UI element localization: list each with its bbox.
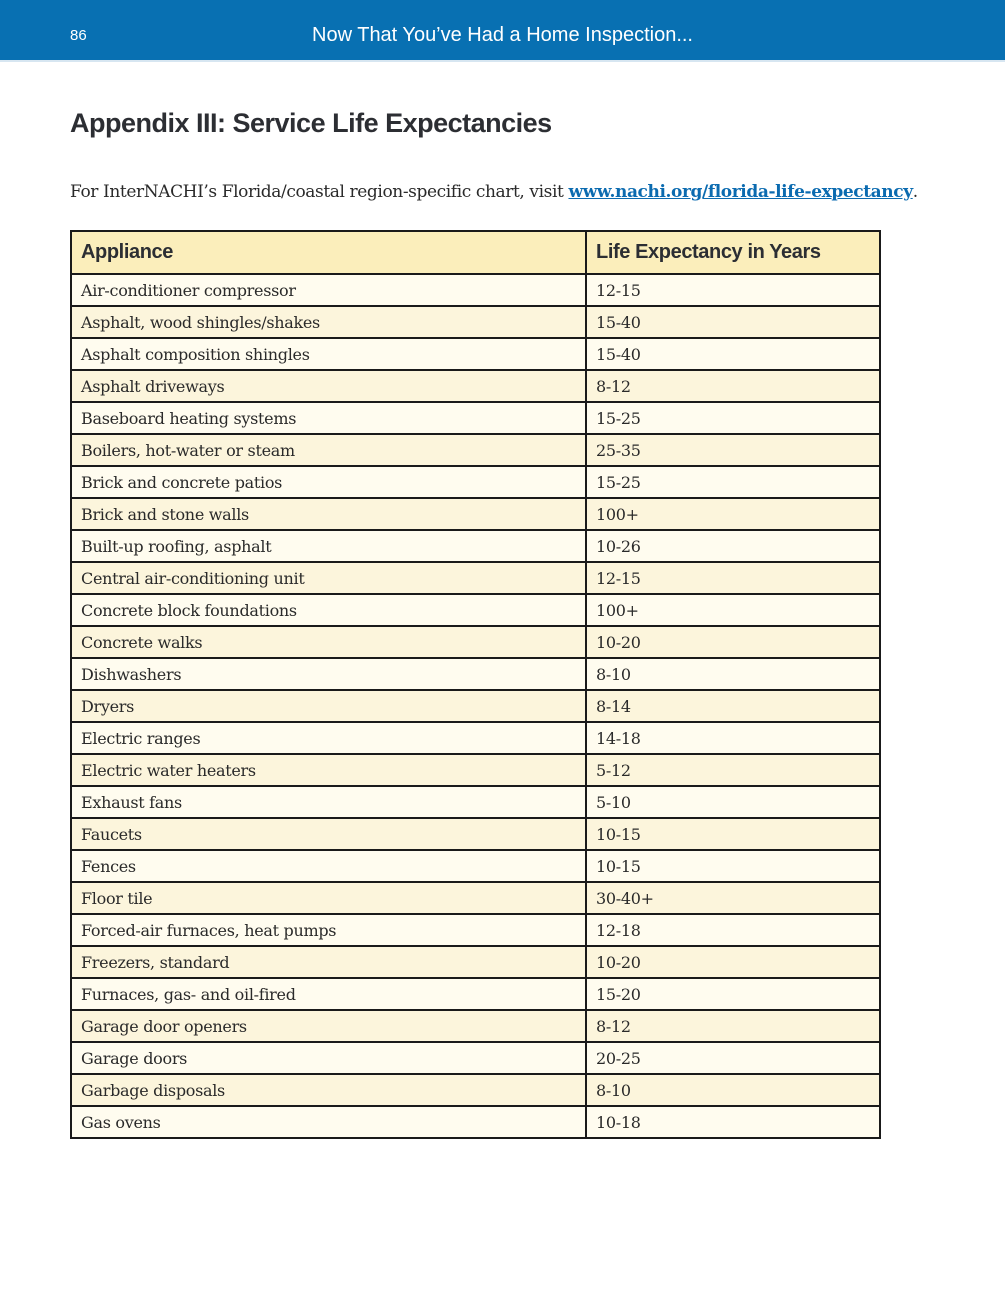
table-row bbox=[71, 274, 880, 306]
page-title: Appendix III: Service Life Expectancies bbox=[70, 108, 552, 138]
table-row bbox=[71, 786, 880, 818]
table-row bbox=[71, 658, 880, 690]
intro-suffix: . bbox=[912, 182, 918, 202]
appliance-cell: Freezers, standard bbox=[71, 946, 586, 978]
appliance-cell: Gas ovens bbox=[71, 1106, 586, 1138]
life-expectancy-cell: 10-20 bbox=[586, 626, 880, 658]
appliance-cell: Air-conditioner compressor bbox=[71, 274, 586, 306]
appliance-cell: Boilers, hot-water or steam bbox=[71, 434, 586, 466]
table-row bbox=[71, 626, 880, 658]
life-expectancy-cell: 10-15 bbox=[586, 850, 880, 882]
table-row bbox=[71, 1106, 880, 1138]
table-row bbox=[71, 498, 880, 530]
life-expectancy-cell: 15-25 bbox=[586, 402, 880, 434]
appliance-cell: Dishwashers bbox=[71, 658, 586, 690]
life-expectancy-cell: 15-20 bbox=[586, 978, 880, 1010]
table-row bbox=[71, 946, 880, 978]
life-expectancy-cell: 15-25 bbox=[586, 466, 880, 498]
life-expectancy-cell: 25-35 bbox=[586, 434, 880, 466]
life-expectancy-cell: 8-12 bbox=[586, 1010, 880, 1042]
appliance-cell: Built-up roofing, asphalt bbox=[71, 530, 586, 562]
life-expectancy-cell: 15-40 bbox=[586, 306, 880, 338]
table-row bbox=[71, 690, 880, 722]
appliance-cell: Asphalt driveways bbox=[71, 370, 586, 402]
appliance-cell: Forced-air furnaces, heat pumps bbox=[71, 914, 586, 946]
appliance-cell: Floor tile bbox=[71, 882, 586, 914]
table-row bbox=[71, 402, 880, 434]
life-expectancy-cell: 10-18 bbox=[586, 1106, 880, 1138]
appliance-cell: Asphalt composition shingles bbox=[71, 338, 586, 370]
table-row bbox=[71, 882, 880, 914]
life-expectancy-cell: 12-15 bbox=[586, 562, 880, 594]
table-row bbox=[71, 306, 880, 338]
appliance-cell: Electric ranges bbox=[71, 722, 586, 754]
appliance-cell: Garage doors bbox=[71, 1042, 586, 1074]
table-row bbox=[71, 370, 880, 402]
table-row bbox=[71, 338, 880, 370]
appliance-cell: Garbage disposals bbox=[71, 1074, 586, 1106]
table-row bbox=[71, 850, 880, 882]
life-expectancy-cell: 12-18 bbox=[586, 914, 880, 946]
table-row bbox=[71, 562, 880, 594]
intro-text: For InterNACHI’s Florida/coastal region-specific chart, visit bbox=[70, 182, 569, 202]
table-row bbox=[71, 818, 880, 850]
appliance-cell: Brick and concrete patios bbox=[71, 466, 586, 498]
appliance-cell: Faucets bbox=[71, 818, 586, 850]
running-title: Now That You’ve Had a Home Inspection... bbox=[312, 24, 693, 46]
table-row bbox=[71, 594, 880, 626]
florida-chart-link[interactable]: www.nachi.org/florida-life-expectancy bbox=[568, 182, 913, 202]
intro-paragraph bbox=[70, 182, 918, 202]
life-expectancy-table bbox=[70, 230, 881, 1139]
appliance-cell: Concrete walks bbox=[71, 626, 586, 658]
appliance-cell: Central air-conditioning unit bbox=[71, 562, 586, 594]
life-expectancy-cell: 100+ bbox=[586, 594, 880, 626]
life-expectancy-cell: 15-40 bbox=[586, 338, 880, 370]
column-header-life-expectancy: Life Expectancy in Years bbox=[586, 231, 880, 274]
table-header-row bbox=[71, 231, 880, 274]
table-row bbox=[71, 978, 880, 1010]
life-expectancy-cell: 8-14 bbox=[586, 690, 880, 722]
life-expectancy-cell: 5-12 bbox=[586, 754, 880, 786]
table-row bbox=[71, 914, 880, 946]
life-expectancy-cell: 20-25 bbox=[586, 1042, 880, 1074]
appliance-cell: Garage door openers bbox=[71, 1010, 586, 1042]
life-expectancy-cell: 5-10 bbox=[586, 786, 880, 818]
appliance-cell: Asphalt, wood shingles/shakes bbox=[71, 306, 586, 338]
table-row bbox=[71, 466, 880, 498]
appliance-cell: Exhaust fans bbox=[71, 786, 586, 818]
life-expectancy-cell: 10-15 bbox=[586, 818, 880, 850]
appliance-cell: Concrete block foundations bbox=[71, 594, 586, 626]
table-row bbox=[71, 1042, 880, 1074]
column-header-appliance: Appliance bbox=[71, 231, 586, 274]
page-header-bar bbox=[0, 0, 1005, 62]
table-row bbox=[71, 722, 880, 754]
table-row bbox=[71, 530, 880, 562]
life-expectancy-cell: 12-15 bbox=[586, 274, 880, 306]
appliance-cell: Dryers bbox=[71, 690, 586, 722]
page-number: 86 bbox=[70, 27, 87, 44]
life-expectancy-cell: 30-40+ bbox=[586, 882, 880, 914]
table-row bbox=[71, 1010, 880, 1042]
life-expectancy-cell: 8-12 bbox=[586, 370, 880, 402]
life-expectancy-cell: 10-20 bbox=[586, 946, 880, 978]
appliance-cell: Brick and stone walls bbox=[71, 498, 586, 530]
appliance-cell: Furnaces, gas- and oil-fired bbox=[71, 978, 586, 1010]
life-expectancy-cell: 14-18 bbox=[586, 722, 880, 754]
life-expectancy-cell: 100+ bbox=[586, 498, 880, 530]
table-row bbox=[71, 1074, 880, 1106]
life-expectancy-cell: 8-10 bbox=[586, 658, 880, 690]
life-expectancy-cell: 10-26 bbox=[586, 530, 880, 562]
appliance-cell: Fences bbox=[71, 850, 586, 882]
appliance-cell: Electric water heaters bbox=[71, 754, 586, 786]
table-row bbox=[71, 754, 880, 786]
appliance-cell: Baseboard heating systems bbox=[71, 402, 586, 434]
table-row bbox=[71, 434, 880, 466]
life-expectancy-cell: 8-10 bbox=[586, 1074, 880, 1106]
